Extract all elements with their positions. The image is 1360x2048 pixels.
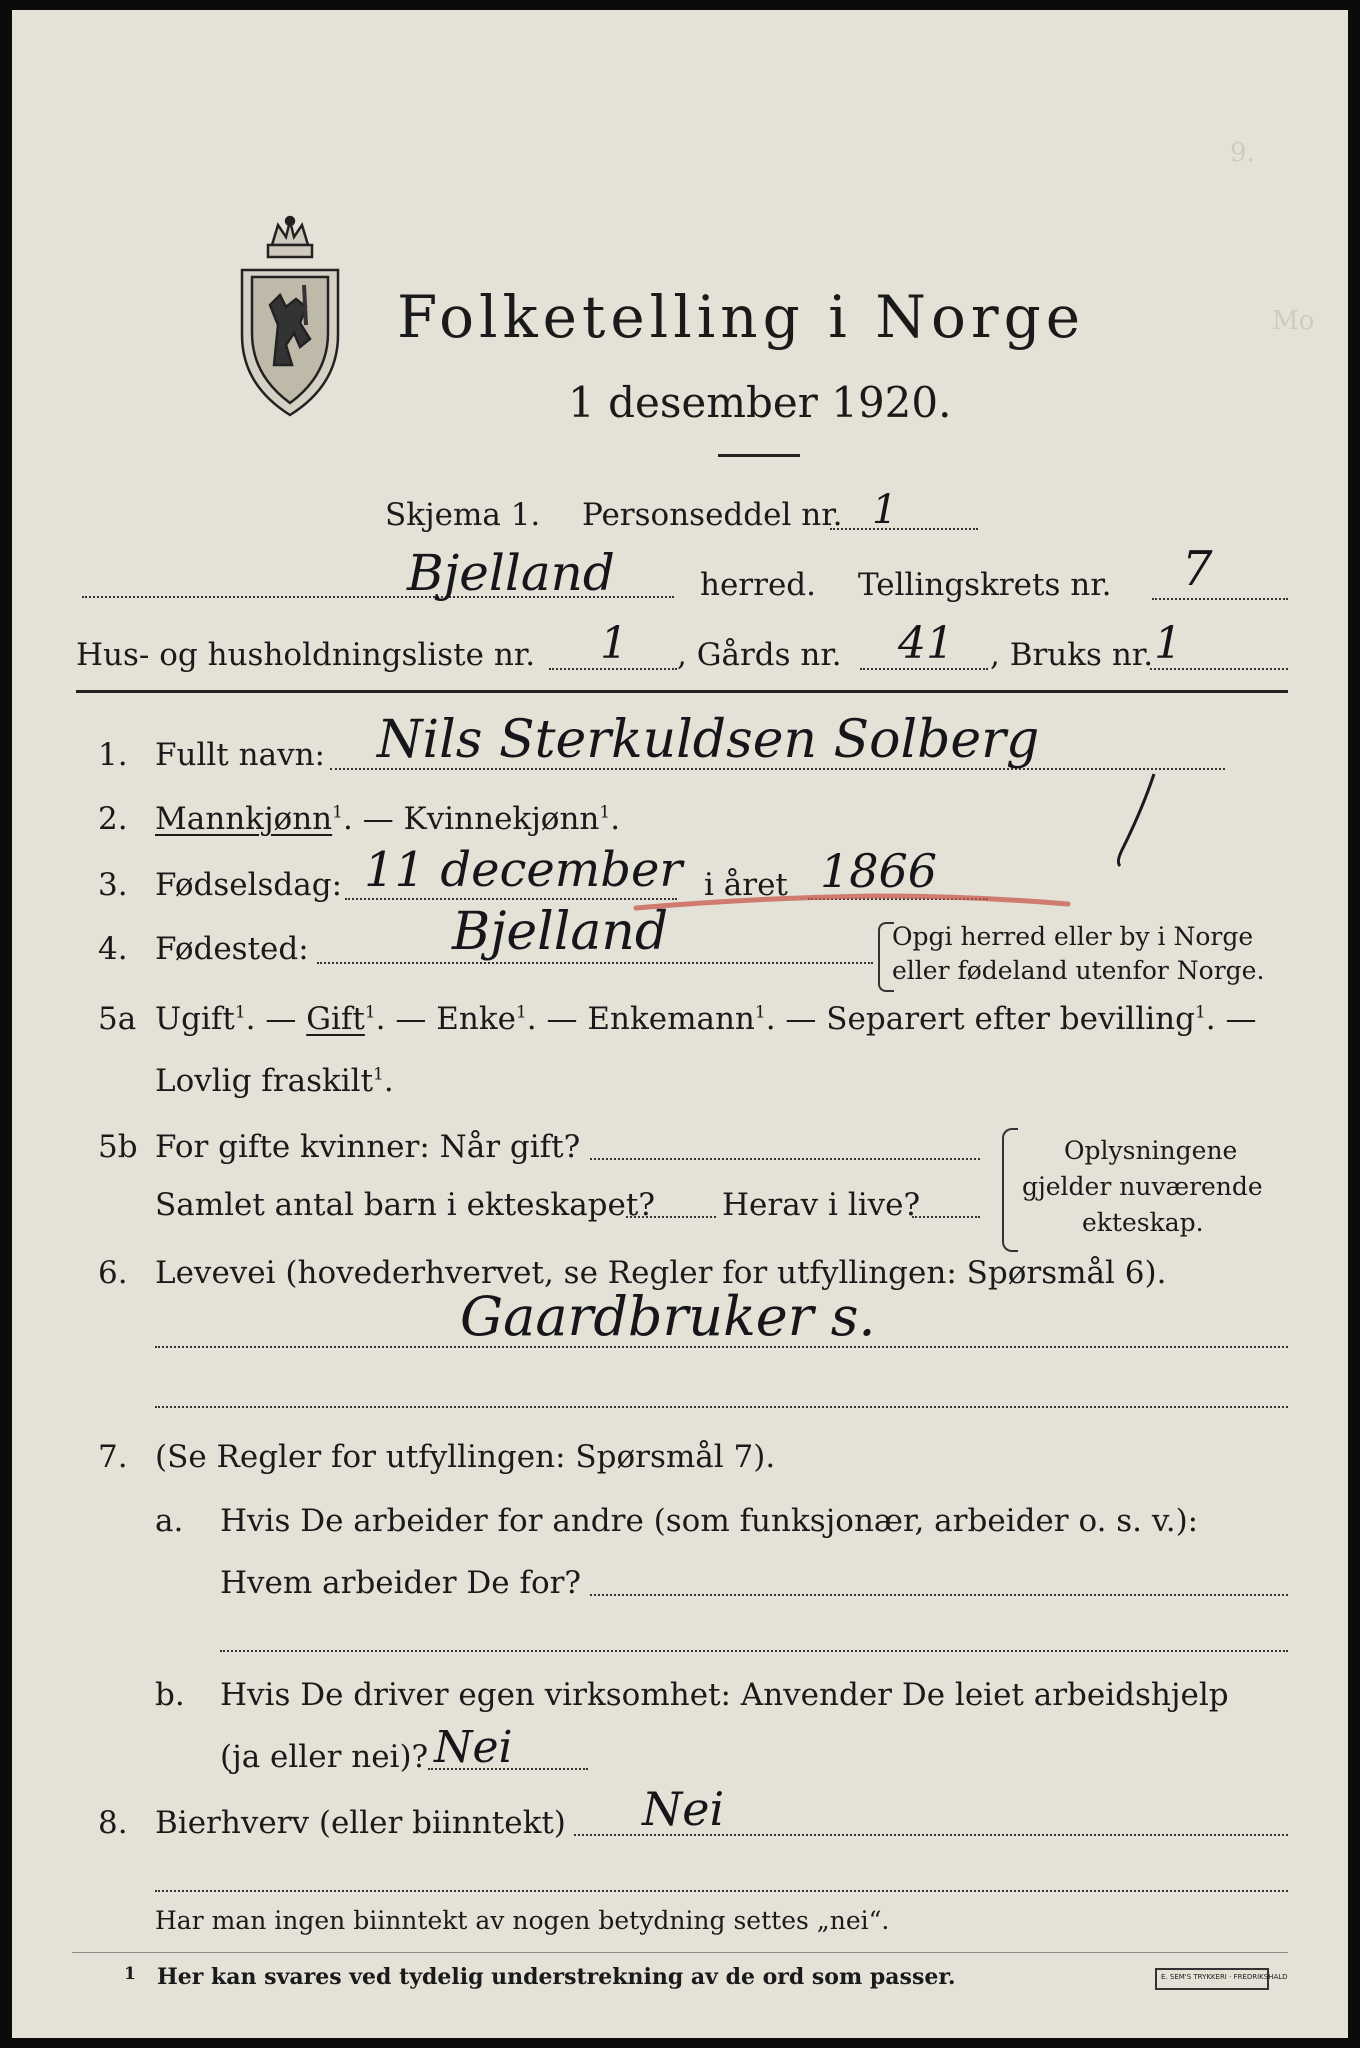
tellingskrets-value[interactable]: 7 (1182, 541, 1213, 597)
male-option[interactable]: Mannkjønn (155, 801, 333, 837)
full-name-value[interactable]: Nils Sterkuldsen Solberg (377, 710, 1040, 770)
birthplace-note-1: Opgi herred eller by i Norge (892, 922, 1254, 951)
q2-gender-line: Mannkjønn$^1$. — Kvinnekjønn$^1$. (155, 801, 621, 837)
q3-label: Fødselsdag: (155, 867, 343, 903)
herred-value[interactable]: Bjelland (407, 544, 615, 602)
employer-line-1[interactable] (590, 1594, 1288, 1596)
birth-year-label: i året (704, 867, 788, 903)
ugift-option[interactable]: Ugift (155, 1001, 235, 1037)
q7a-text: Hvis De arbeider for andre (som funksjonær, arbeider o. s. v.): (220, 1503, 1199, 1539)
norway-coat-of-arms-icon (234, 215, 346, 425)
female-option[interactable]: Kvinnekjønn (403, 801, 600, 837)
q8-label: Bierhverv (eller biinntekt) (155, 1805, 566, 1841)
herred-label: herred. (700, 567, 816, 603)
q5a-marital-line: Ugift$^1$. — Gift$^1$. — Enke$^1$. — Enkemann$^1$. — Separert efter bevilling$^1$. — (155, 1001, 1257, 1037)
occupation-value[interactable]: Gaardbruker s. (460, 1285, 876, 1348)
personseddel-line (830, 528, 978, 530)
marriage-note-1: Oplysningene (1064, 1136, 1238, 1165)
form-title: Folketelling i Norge (397, 283, 1086, 351)
tellingskrets-line (1152, 598, 1288, 600)
q7-label: (Se Regler for utfyllingen: Spørsmål 7). (155, 1439, 776, 1475)
q7b-text: Hvis De driver egen virksomhet: Anvender De leiet arbeidshjelp (220, 1677, 1229, 1713)
printer-text: E. SEM'S TRYKKERI · FREDRIKSHALD (1161, 1973, 1288, 1981)
q5b-label: For gifte kvinner: Når gift? (155, 1129, 581, 1165)
gift-option[interactable]: Gift (306, 1001, 365, 1037)
q5a-fraskilt-line: Lovlig fraskilt$^1$. (155, 1063, 394, 1099)
birthday-line (345, 898, 677, 900)
children-label: Samlet antal barn i ekteskapet? (155, 1187, 655, 1223)
q7a-question: Hvem arbeider De for? (220, 1565, 582, 1601)
gards-value[interactable]: 41 (898, 618, 954, 669)
personseddel-label: Personseddel nr. (582, 497, 843, 533)
birthday-value[interactable]: 11 december (364, 842, 683, 898)
gards-label: , Gårds nr. (677, 637, 842, 673)
tellingskrets-label: Tellingskrets nr. (858, 567, 1112, 603)
q2-number: 2. (98, 801, 128, 837)
birthplace-note-2: eller fødeland utenfor Norge. (892, 956, 1265, 985)
hus-label: Hus- og husholdningsliste nr. (76, 637, 536, 673)
pen-stroke-mark (1102, 770, 1162, 870)
q6-number: 6. (98, 1255, 128, 1291)
printer-stamp (1155, 1968, 1288, 1990)
personseddel-value[interactable]: 1 (872, 487, 898, 533)
bleed-through-text: 9. (1230, 138, 1255, 168)
side-income-line-2 (155, 1890, 1288, 1892)
q1-label: Fullt navn: (155, 737, 325, 773)
bleed-through-text: Mo (1272, 306, 1315, 336)
q7-number: 7. (98, 1439, 128, 1475)
employer-line-2[interactable] (220, 1650, 1288, 1652)
fraskilt-option[interactable]: Lovlig fraskilt (155, 1063, 374, 1099)
bruks-label: , Bruks nr. (990, 637, 1154, 673)
enke-option[interactable]: Enke (436, 1001, 516, 1037)
form-date: 1 desember 1920. (568, 378, 952, 427)
birthplace-line (317, 962, 873, 964)
q3-number: 3. (98, 867, 128, 903)
separert-option[interactable]: Separert efter bevilling (826, 1001, 1195, 1037)
birthplace-value[interactable]: Bjelland (452, 902, 669, 962)
q5a-number: 5a (98, 1001, 137, 1037)
footnote-text: Her kan svares ved tydelig understrekning av de ord som passer. (157, 1964, 956, 1990)
footer-note: Har man ingen biinntekt av nogen betydning settes „nei“. (155, 1906, 890, 1935)
skjema-label: Skjema 1. (385, 497, 541, 533)
enkemann-option[interactable]: Enkemann (587, 1001, 755, 1037)
q6-label: Levevei (hovederhvervet, se Regler for utfyllingen: Spørsmål 6). (155, 1255, 1167, 1291)
married-when-line[interactable] (590, 1158, 980, 1160)
children-line[interactable] (626, 1216, 716, 1218)
q7b-question: (ja eller nei)? (220, 1739, 429, 1775)
bruks-value[interactable]: 1 (1154, 618, 1182, 669)
hus-value[interactable]: 1 (600, 618, 628, 669)
census-form-page (12, 10, 1348, 2038)
header-divider (76, 690, 1288, 693)
alive-label: Herav i live? (722, 1187, 921, 1223)
marriage-note-2: gjelder nuværende (1022, 1172, 1263, 1201)
red-pencil-mark (632, 890, 1072, 920)
title-divider (718, 454, 800, 457)
q5b-number: 5b (98, 1129, 138, 1165)
occupation-line-2 (155, 1406, 1288, 1408)
side-income-value[interactable]: Nei (642, 1782, 725, 1836)
q1-number: 1. (98, 737, 128, 773)
birth-year-value[interactable]: 1866 (820, 844, 938, 898)
q7a-number: a. (155, 1503, 184, 1539)
hired-help-value[interactable]: Nei (434, 1722, 513, 1773)
q4-number: 4. (98, 931, 128, 967)
footnote-number: 1 (124, 1964, 136, 1984)
q4-label: Fødested: (155, 931, 309, 967)
marriage-note-bracket (1002, 1128, 1018, 1252)
alive-line[interactable] (912, 1216, 980, 1218)
q8-number: 8. (98, 1805, 128, 1841)
marriage-note-3: ekteskap. (1082, 1208, 1204, 1237)
q7b-number: b. (155, 1677, 185, 1713)
footer-divider (72, 1952, 1288, 1953)
